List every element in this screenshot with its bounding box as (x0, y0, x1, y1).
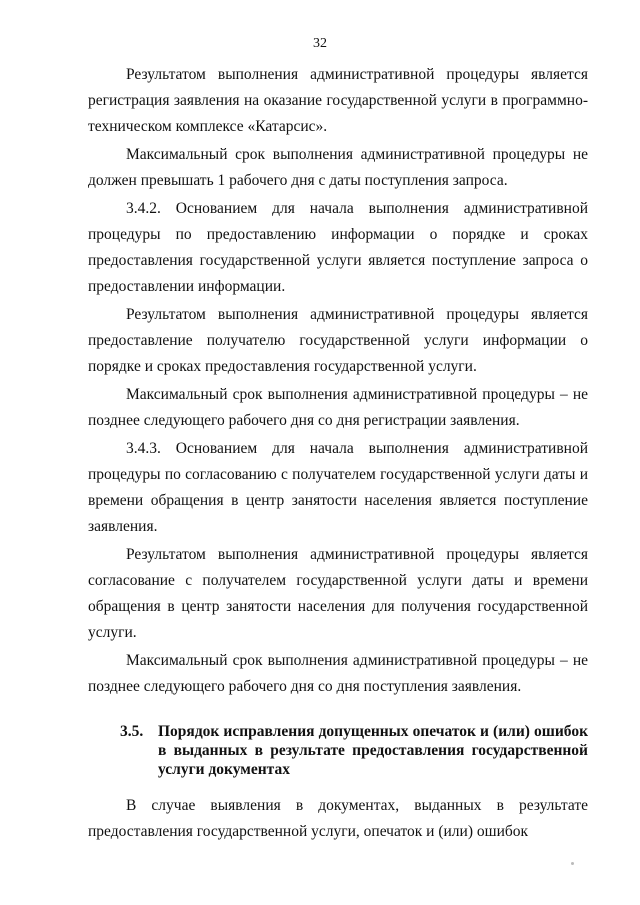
paragraph-max-term-3: Максимальный срок выполнения административной процедуры – не позднее следующего рабочего дня со дня поступления заявления. (88, 652, 588, 695)
paragraph-info-result: Результатом выполнения административной процедуры является предоставление получателю государственной услуги информации о порядке и сроках предоставления государственной услуги. (88, 306, 588, 375)
paragraph-max-term-1: Максимальный срок выполнения административной процедуры не должен превышать 1 рабочего дня с даты поступления запроса. (88, 146, 588, 189)
document-body (88, 62, 588, 847)
paragraph-registration-result: Результатом выполнения административной процедуры является регистрация заявления на оказание государственной услуги в программно-техническом комплексе «Катарсис». (88, 66, 588, 135)
paragraph-3-4-3: 3.4.3. Основанием для начала выполнения административной процедуры по согласованию с получателем государственной услуги даты и времени обращения в центр занятости населения является поступление заявления. (88, 440, 588, 535)
section-title: Порядок исправления допущенных опечаток и (или) ошибок в выданных в результате предоставления государственной услуги документах (158, 723, 588, 778)
paragraph-agreement-result: Результатом выполнения административной процедуры является согласование с получателем государственной услуги даты и времени обращения в центр занятости населения для получения государственной услуги. (88, 546, 588, 641)
paragraph-error-correction: В случае выявления в документах, выданных в результате предоставления государственной услуги, опечаток и (или) ошибок (88, 797, 588, 840)
paragraph-3-4-2: 3.4.2. Основанием для начала выполнения административной процедуры по предоставлению информации о порядке и сроках предоставления государственной услуги является поступление запроса о предоставлении информации. (88, 200, 588, 295)
paragraph-max-term-2: Максимальный срок выполнения административной процедуры – не позднее следующего рабочего дня со дня регистрации заявления. (88, 386, 588, 429)
section-heading (88, 722, 588, 779)
section-number: 3.5. (120, 723, 144, 740)
page-number: 32 (313, 36, 327, 51)
scan-dot (571, 862, 574, 865)
